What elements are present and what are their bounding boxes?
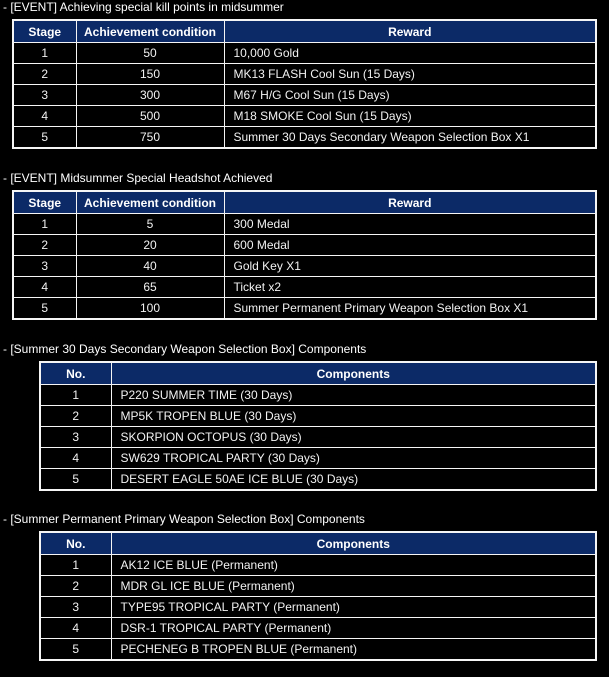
secondary-box-components-table — [39, 361, 597, 491]
section-primary-box-components — [0, 512, 609, 661]
table-row — [40, 555, 596, 576]
table-row — [13, 235, 596, 256]
section-kill-points-event — [0, 0, 609, 149]
table-cell: 4 — [40, 448, 111, 469]
table-cell: 5 — [13, 298, 76, 320]
table-cell: 2 — [40, 576, 111, 597]
table-cell: SKORPION OCTOPUS (30 Days) — [111, 427, 596, 448]
section-secondary-box-components — [0, 342, 609, 491]
table-cell: 3 — [13, 85, 76, 106]
table-cell: 2 — [40, 406, 111, 427]
table-cell: P220 SUMMER TIME (30 Days) — [111, 385, 596, 406]
table-cell: 5 — [40, 639, 111, 661]
section-title: - [Summer Permanent Primary Weapon Selection Box] Components — [3, 512, 365, 526]
column-header: No. — [40, 362, 111, 385]
table-row — [40, 406, 596, 427]
column-header: Reward — [224, 20, 596, 43]
table-cell: SW629 TROPICAL PARTY (30 Days) — [111, 448, 596, 469]
table-cell: TYPE95 TROPICAL PARTY (Permanent) — [111, 597, 596, 618]
column-header: Components — [111, 362, 596, 385]
table-cell: DSR-1 TROPICAL PARTY (Permanent) — [111, 618, 596, 639]
table-cell: 40 — [76, 256, 224, 277]
table-header-row — [40, 532, 596, 555]
table-cell: 20 — [76, 235, 224, 256]
table-cell: DESERT EAGLE 50AE ICE BLUE (30 Days) — [111, 469, 596, 491]
table-cell: M67 H/G Cool Sun (15 Days) — [224, 85, 596, 106]
table-cell: 3 — [40, 597, 111, 618]
table-cell: 600 Medal — [224, 235, 596, 256]
section-headshot-event — [0, 171, 609, 320]
table-cell: Gold Key X1 — [224, 256, 596, 277]
table-cell: 750 — [76, 127, 224, 149]
table-cell: MDR GL ICE BLUE (Permanent) — [111, 576, 596, 597]
table-row — [40, 427, 596, 448]
table-cell: 4 — [13, 277, 76, 298]
table-cell: Ticket x2 — [224, 277, 596, 298]
table-cell: 1 — [13, 214, 76, 235]
table-cell: 1 — [13, 43, 76, 64]
table-cell: 300 Medal — [224, 214, 596, 235]
column-header: Components — [111, 532, 596, 555]
table-row — [13, 106, 596, 127]
table-row — [40, 597, 596, 618]
table-cell: 1 — [40, 385, 111, 406]
section-title: - [EVENT] Midsummer Special Headshot Achieved — [3, 171, 273, 185]
table-cell: 65 — [76, 277, 224, 298]
table-header-row — [13, 20, 596, 43]
table-cell: M18 SMOKE Cool Sun (15 Days) — [224, 106, 596, 127]
table-header-row — [40, 362, 596, 385]
table-cell: Summer Permanent Primary Weapon Selection Box X1 — [224, 298, 596, 320]
table-cell: 2 — [13, 64, 76, 85]
table-cell: 3 — [40, 427, 111, 448]
table-cell: 150 — [76, 64, 224, 85]
section-title: - [Summer 30 Days Secondary Weapon Selection Box] Components — [3, 342, 367, 356]
table-cell: 4 — [13, 106, 76, 127]
table-cell: 50 — [76, 43, 224, 64]
table-row — [40, 448, 596, 469]
headshot-reward-table — [12, 190, 597, 320]
column-header: Stage — [13, 20, 76, 43]
column-header: Reward — [224, 191, 596, 214]
table-row — [40, 576, 596, 597]
table-cell: PECHENEG B TROPEN BLUE (Permanent) — [111, 639, 596, 661]
section-title: - [EVENT] Achieving special kill points in midsummer — [3, 0, 284, 14]
primary-box-components-table — [39, 531, 597, 661]
table-cell: 4 — [40, 618, 111, 639]
table-cell: 5 — [40, 469, 111, 491]
table-row — [13, 43, 596, 64]
table-cell: 5 — [76, 214, 224, 235]
table-row — [40, 469, 596, 491]
table-row — [13, 64, 596, 85]
table-row — [13, 214, 596, 235]
table-cell: MP5K TROPEN BLUE (30 Days) — [111, 406, 596, 427]
table-cell: 1 — [40, 555, 111, 576]
table-cell: 100 — [76, 298, 224, 320]
table-row — [13, 256, 596, 277]
table-row — [40, 639, 596, 661]
table-cell: 10,000 Gold — [224, 43, 596, 64]
table-row — [13, 277, 596, 298]
table-cell: 300 — [76, 85, 224, 106]
table-cell: MK13 FLASH Cool Sun (15 Days) — [224, 64, 596, 85]
kill-points-reward-table — [12, 19, 597, 149]
column-header: No. — [40, 532, 111, 555]
table-cell: 2 — [13, 235, 76, 256]
table-header-row — [13, 191, 596, 214]
table-row — [13, 127, 596, 149]
table-cell: 3 — [13, 256, 76, 277]
column-header: Achievement condition — [76, 20, 224, 43]
column-header: Stage — [13, 191, 76, 214]
table-cell: 5 — [13, 127, 76, 149]
table-cell: Summer 30 Days Secondary Weapon Selection Box X1 — [224, 127, 596, 149]
table-row — [13, 298, 596, 320]
table-row — [40, 385, 596, 406]
table-cell: AK12 ICE BLUE (Permanent) — [111, 555, 596, 576]
table-row — [13, 85, 596, 106]
column-header: Achievement condition — [76, 191, 224, 214]
table-row — [40, 618, 596, 639]
table-cell: 500 — [76, 106, 224, 127]
